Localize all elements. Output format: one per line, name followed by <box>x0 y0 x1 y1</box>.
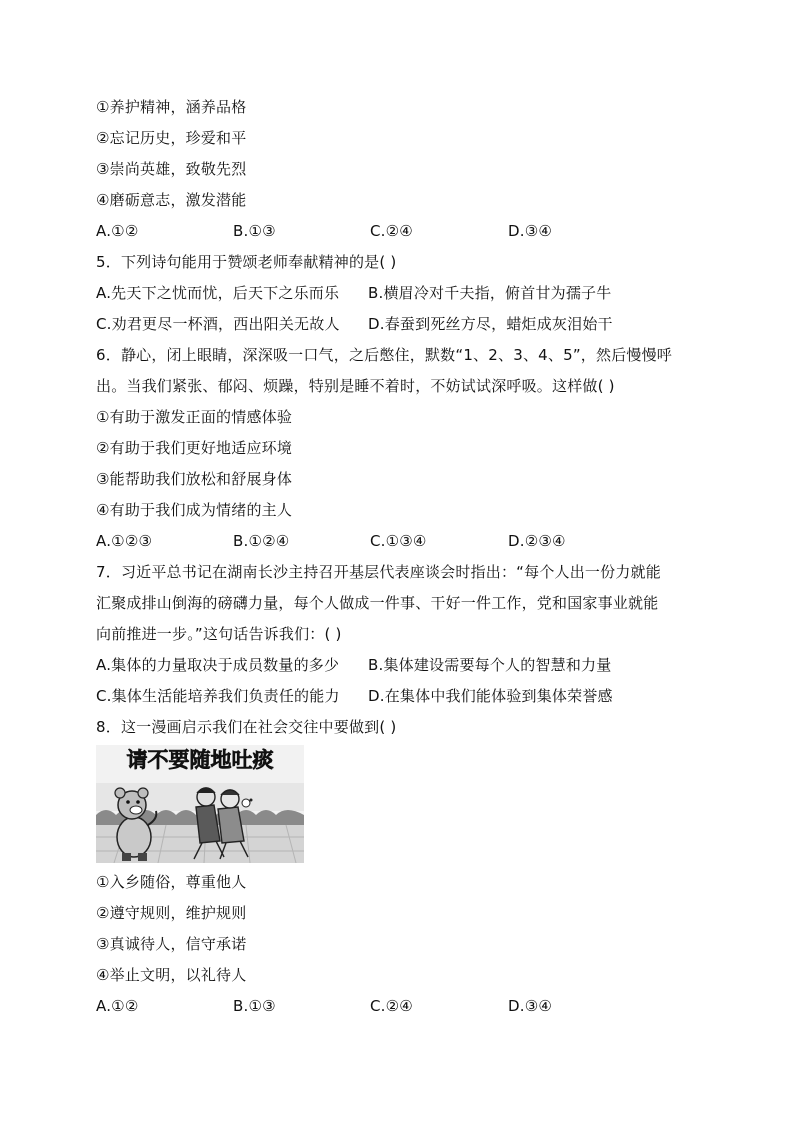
q7-stem-line-3: 向前推进一步。”这句话告诉我们：( ) <box>96 625 342 643</box>
q6-option-a[interactable]: A.①②③ <box>96 532 153 550</box>
q4-option-b[interactable]: B.①③ <box>233 222 276 240</box>
q6-item-4: ④有助于我们成为情绪的主人 <box>96 501 293 519</box>
q5-option-a[interactable]: A.先天下之忧而忧，后天下之乐而乐 <box>96 284 340 302</box>
q6-stem-line-1: 6．静心，闭上眼睛，深深吸一口气，之后憋住，默数“1、2、3、4、5”，然后慢慢呼 <box>96 346 673 364</box>
q6-option-b[interactable]: B.①②④ <box>233 532 290 550</box>
q8-item-3: ③真诚待人，信守承诺 <box>96 935 247 953</box>
q5-options-row-2 <box>96 309 716 340</box>
q7-options-row-1 <box>96 650 716 681</box>
q7-stem-line-1: 7．习近平总书记在湖南长沙主持召开基层代表座谈会时指出：“每个人出一份力就能 <box>96 563 661 581</box>
q5-option-b[interactable]: B.横眉冷对千夫指，俯首甘为孺子牛 <box>368 284 612 302</box>
q8-option-d[interactable]: D.③④ <box>508 997 553 1015</box>
q5-option-c[interactable]: C.劝君更尽一杯酒，西出阳关无故人 <box>96 315 340 333</box>
q7-options-row-2 <box>96 681 716 712</box>
exam-page <box>96 92 716 1022</box>
q4-item-4: ④磨砺意志，激发潜能 <box>96 191 247 209</box>
q4-item-1: ①养护精神，涵养品格 <box>96 98 247 116</box>
q8-stem: 8．这一漫画启示我们在社会交往中要做到( ) <box>96 718 397 736</box>
q4-option-d[interactable]: D.③④ <box>508 222 553 240</box>
q6-item-2: ②有助于我们更好地适应环境 <box>96 439 293 457</box>
cartoon-caption: 请不要随地吐痰 <box>126 748 274 772</box>
q5-option-d[interactable]: D.春蚕到死丝方尽，蜡炬成灰泪始干 <box>368 315 613 333</box>
q6-item-3: ③能帮助我们放松和舒展身体 <box>96 470 293 488</box>
q8-item-1: ①入乡随俗，尊重他人 <box>96 873 247 891</box>
q4-option-c[interactable]: C.②④ <box>370 222 413 240</box>
q6-option-d[interactable]: D.②③④ <box>508 532 566 550</box>
q8-options <box>96 991 716 1022</box>
q7-option-b[interactable]: B.集体建设需要每个人的智慧和力量 <box>368 656 612 674</box>
q5-options-row-1 <box>96 278 716 309</box>
q8-option-b[interactable]: B.①③ <box>233 997 276 1015</box>
q8-item-4: ④举止文明，以礼待人 <box>96 966 247 984</box>
q8-option-a[interactable]: A.①② <box>96 997 139 1015</box>
spitting-cartoon <box>96 745 304 863</box>
q6-options <box>96 526 716 557</box>
q4-option-a[interactable]: A.①② <box>96 222 139 240</box>
q7-option-d[interactable]: D.在集体中我们能体验到集体荣誉感 <box>368 687 613 705</box>
q4-item-3: ③崇尚英雄，致敬先烈 <box>96 160 247 178</box>
q5-stem: 5．下列诗句能用于赞颂老师奉献精神的是( ) <box>96 253 397 271</box>
q8-option-c[interactable]: C.②④ <box>370 997 413 1015</box>
q6-stem-line-2: 出。当我们紧张、郁闷、烦躁，特别是睡不着时，不妨试试深呼吸。这样做( ) <box>96 377 615 395</box>
cartoon-image <box>96 745 304 863</box>
q7-option-a[interactable]: A.集体的力量取决于成员数量的多少 <box>96 656 340 674</box>
q6-option-c[interactable]: C.①③④ <box>370 532 427 550</box>
q7-option-c[interactable]: C.集体生活能培养我们负责任的能力 <box>96 687 340 705</box>
q4-options <box>96 216 716 247</box>
q7-stem-line-2: 汇聚成排山倒海的磅礴力量，每个人做成一件事、干好一件工作，党和国家事业就能 <box>96 594 659 612</box>
q6-item-1: ①有助于激发正面的情感体验 <box>96 408 293 426</box>
q4-item-2: ②忘记历史，珍爱和平 <box>96 129 247 147</box>
q8-item-2: ②遵守规则，维护规则 <box>96 904 247 922</box>
